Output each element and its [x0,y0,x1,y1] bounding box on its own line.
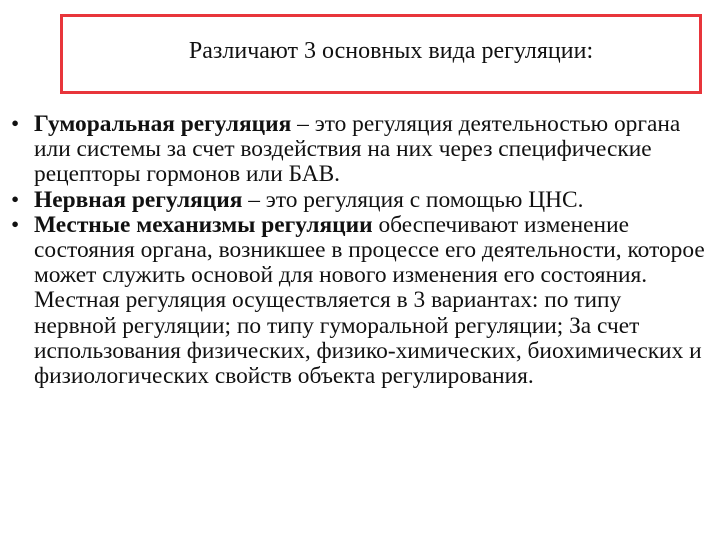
bullet-item-local [0,213,720,389]
bullet-text: – это регуляция деятельностью органа или системы за счет воздействия на них через специфические рецепторы гормонов или БАВ. [34,111,681,188]
slide-title-box [60,14,702,94]
slide-title: Различают 3 основных вида регуляции: [188,37,594,64]
bullet-item-humoral [0,112,720,188]
bullet-term: Нервная регуляция [34,186,243,213]
bullet-text: обеспечивают изменение состояния органа, возникшее в процессе его деятельности, которое может служить основой для нового изменения его состояния. Местная регуляция осуществляется в 3 вариантах: по типу нервной регуляции; по типу гуморальной регуляции; За счет использования физических, физико-химических, биохимических и физиологических свойств объекта регулирования. [34,211,705,390]
bullet-marker: • [11,111,20,137]
bullet-text: – это регуляция с помощью ЦНС. [242,186,584,213]
bullet-marker: • [11,186,20,213]
bullet-term: Гуморальная регуляция [34,111,292,137]
bullet-list [0,112,720,389]
bullet-term: Местные механизмы регуляции [34,211,373,238]
bullet-item-nervous [0,188,720,213]
bullet-marker: • [11,211,20,238]
